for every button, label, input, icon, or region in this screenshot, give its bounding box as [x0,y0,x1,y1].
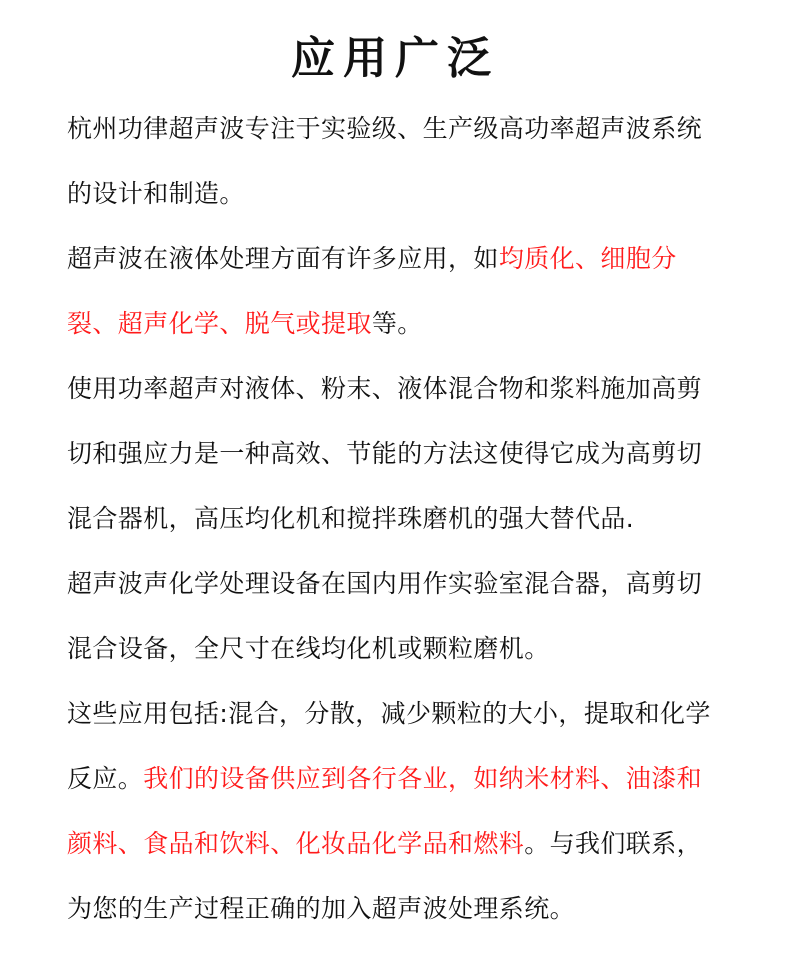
text-segment: 杭州功律超声波专注于实验级、生产级高功率超声波系统的设计和制造。 [67,114,703,208]
paragraph-intro [67,96,727,226]
page-title: 应用广泛 [291,33,499,84]
highlighted-text: 我们的设备供应到各行各业，如纳米材料、油漆和颜料、食品和饮料、化妆品化学品和燃料 [67,764,703,858]
paragraph-applications [67,226,727,356]
paragraph-equipment [67,551,727,681]
paragraph-industries [67,681,727,941]
paragraph-high-shear [67,356,727,551]
text-segment: 超声波声化学处理设备在国内用作实验室混合器，高剪切混合设备，全尺寸在线均化机或颗粒磨机。 [67,569,703,663]
article-body [67,96,727,941]
highlighted-text: 均质化、细胞分裂、超声化学、脱气或提取 [67,244,677,338]
text-segment: 使用功率超声对液体、粉末、液体混合物和浆料施加高剪切和强应力是一种高效、节能的方法这使得它成为高剪切混合器机，高压均化机和搅拌珠磨机的强大替代品. [67,374,703,533]
text-segment: 等。 [371,309,423,338]
text-segment: 。与我们联系，为您的生产过程正确的加入超声波处理系统。 [67,829,703,923]
text-segment: 这些应用包括:混合，分散，减少颗粒的大小，提取和化学反应。 [67,699,711,793]
text-segment: 超声波在液体处理方面有许多应用，如 [67,244,499,273]
